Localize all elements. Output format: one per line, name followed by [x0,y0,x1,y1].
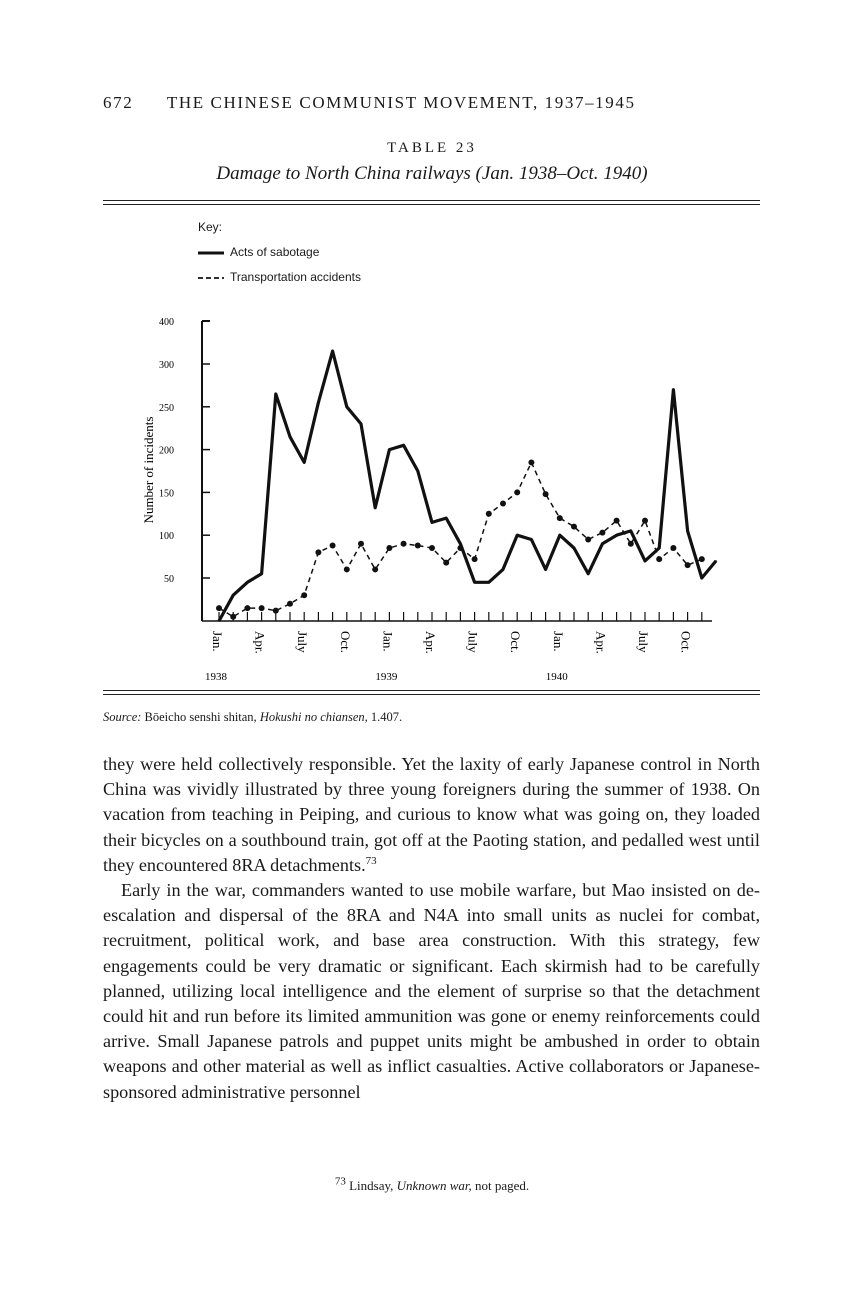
sabotage-point [232,594,234,596]
sabotage-point [687,530,689,532]
x-tick-label: Oct. [337,631,353,654]
sabotage-point [502,569,504,571]
accidents-point [415,542,421,548]
accidents-point [528,459,534,465]
footnote-rest: not paged. [475,1178,530,1193]
accidents-point [543,491,549,497]
accidents-point [472,556,478,562]
sabotage-point [445,517,447,519]
paragraph-1 [103,752,760,878]
footnote-number: 73 [334,1175,346,1188]
x-tick-label: Apr. [593,631,609,654]
accidents-point [599,530,605,536]
accidents-point [259,605,265,611]
source-page: 1.407. [370,710,403,724]
accidents-point [514,489,520,495]
sabotage-point [488,582,490,584]
y-tick-label: 250 [159,402,174,414]
y-tick-label: 200 [159,445,174,457]
year-label: 1938 [205,671,227,683]
sabotage-point [261,573,263,575]
bottom-rule-1 [103,690,760,691]
x-tick-label: July [295,631,311,653]
accidents-point [330,542,336,548]
accidents-point [486,511,492,517]
table-label: TABLE 23 [387,140,477,156]
accidents-point [571,524,577,530]
accidents-point [386,545,392,551]
paragraph-2: Early in the war, commanders wanted to use mobile warfare, but Mao insisted on de-escalation and dispersal of the 8RA and N4A into small units as nuclei for combat, recruitment, political work, and base area construction. With this strategy, few engagements could be very dramatic or significant. Each skirmish had to be carefully planned, utilizing local intelligence and the element of surprise so that the detachment could hit and run before its limited ammunition was gone or enemy reinforcements could arrive. Small Japanese patrols and puppet units might be ambushed in order to obtain weapons and other material as well as inflict casualties. Active collaborators or Japanese-sponsored administrative personnel [103,880,760,1102]
sabotage-point [431,522,433,524]
sabotage-point [332,350,334,352]
key-title: Key: [198,220,223,234]
accidents-point [699,556,705,562]
footnote-ref: 73 [365,854,377,867]
accidents-point [244,605,250,611]
accidents-point [230,614,236,620]
sabotage-point [289,436,291,438]
y-axis-label: Number of incidents [141,416,156,524]
accidents-point [500,501,506,507]
chart-axes [202,321,712,621]
accidents-point [344,566,350,572]
x-tick-label: Jan. [380,631,396,652]
accidents-point [642,518,648,524]
year-label: 1939 [375,671,398,683]
sabotage-point [346,406,348,408]
accidents-point [287,601,293,607]
footnote-title: Unknown war, [396,1178,472,1193]
y-tick-label: 50 [164,574,174,585]
accidents-point [443,560,449,566]
sabotage-point [303,462,305,464]
accidents-point [614,518,620,524]
sabotage-point [318,402,320,404]
x-tick-label: Oct. [508,631,524,654]
sabotage-point [474,582,476,584]
accidents-point [656,556,662,562]
sabotage-point [630,530,632,532]
sabotage-point [644,560,646,562]
accidents-point [457,545,463,551]
sabotage-point [218,620,220,622]
x-tick-label: Jan. [210,631,225,652]
accidents-point [585,536,591,542]
chart-series [216,350,717,621]
sabotage-point [587,573,589,575]
year-label: 1940 [545,671,568,683]
sabotage-point [673,389,675,391]
accidents-point [301,592,307,598]
key-sabotage-label: Acts of sabotage [230,245,320,259]
source-author: Bōeicho senshi shitan, [144,710,257,724]
footnote-author: Lindsay, [349,1178,394,1193]
running-title: THE CHINESE COMMUNIST MOVEMENT, 1937–1945 [166,93,636,112]
source-note [103,710,402,725]
sabotage-point [360,423,362,425]
x-tick-label: July [636,631,651,653]
table-caption: Damage to North China railways (Jan. 1938–Oct. 1940) [216,163,648,184]
x-tick-label: Apr. [423,631,438,654]
sabotage-point [516,534,518,536]
y-tick-label: 400 [159,317,174,328]
accidents-point [401,541,407,547]
y-tick-label: 300 [159,360,174,371]
sabotage-point [247,582,249,584]
sabotage-point [559,534,561,536]
accidents-point [372,566,378,572]
footnote [0,1175,864,1194]
accidents-point [685,562,691,568]
accidents-point [273,608,279,614]
sabotage-point [545,569,547,571]
accidents-line [219,462,702,616]
x-tick-label: Jan. [550,631,566,652]
accidents-point [670,545,676,551]
y-tick-label: 150 [159,488,174,500]
accidents-point [358,541,364,547]
sabotage-point [403,445,405,447]
sabotage-point [389,449,391,451]
sabotage-point [573,547,575,549]
chart-labels [141,317,694,683]
sabotage-point [701,577,703,579]
x-tick-label: July [465,631,481,653]
accidents-point [315,549,321,555]
accidents-point [429,545,435,551]
sabotage-point [531,539,533,541]
sabotage-point [602,543,604,545]
source-label: Source: [103,710,142,724]
sabotage-point [417,470,419,472]
sabotage-point [460,543,462,545]
x-tick-label: Oct. [678,631,694,654]
accidents-point [216,605,222,611]
sabotage-point [616,534,618,536]
paragraph-1-text: they were held collectively responsible. Yet the laxity of early Japanese control in North China was vividly illustrated by three young foreigners during the summer of 1938. On vacation from teaching in Peiping, and curious to know what was going on, they loaded their bicycles on a southbound train, got off at the Paoting station, and pedalled west until they encountered 8RA detachments. [103,754,760,875]
y-tick-label: 100 [159,531,174,543]
page-number: 672 [103,93,134,112]
sabotage-point [658,547,660,549]
x-tick-label: Apr. [252,631,268,654]
sabotage-point [275,393,277,395]
key-accidents-label: Transportation accidents [230,270,361,284]
source-work: Hokushi no chiansen, [259,710,368,724]
sabotage-point [715,560,717,562]
accidents-point [628,541,634,547]
sabotage-line [219,351,716,621]
sabotage-point [374,507,376,509]
body-text [103,752,760,1105]
accidents-point [557,515,563,521]
bottom-rule-2 [103,694,760,695]
